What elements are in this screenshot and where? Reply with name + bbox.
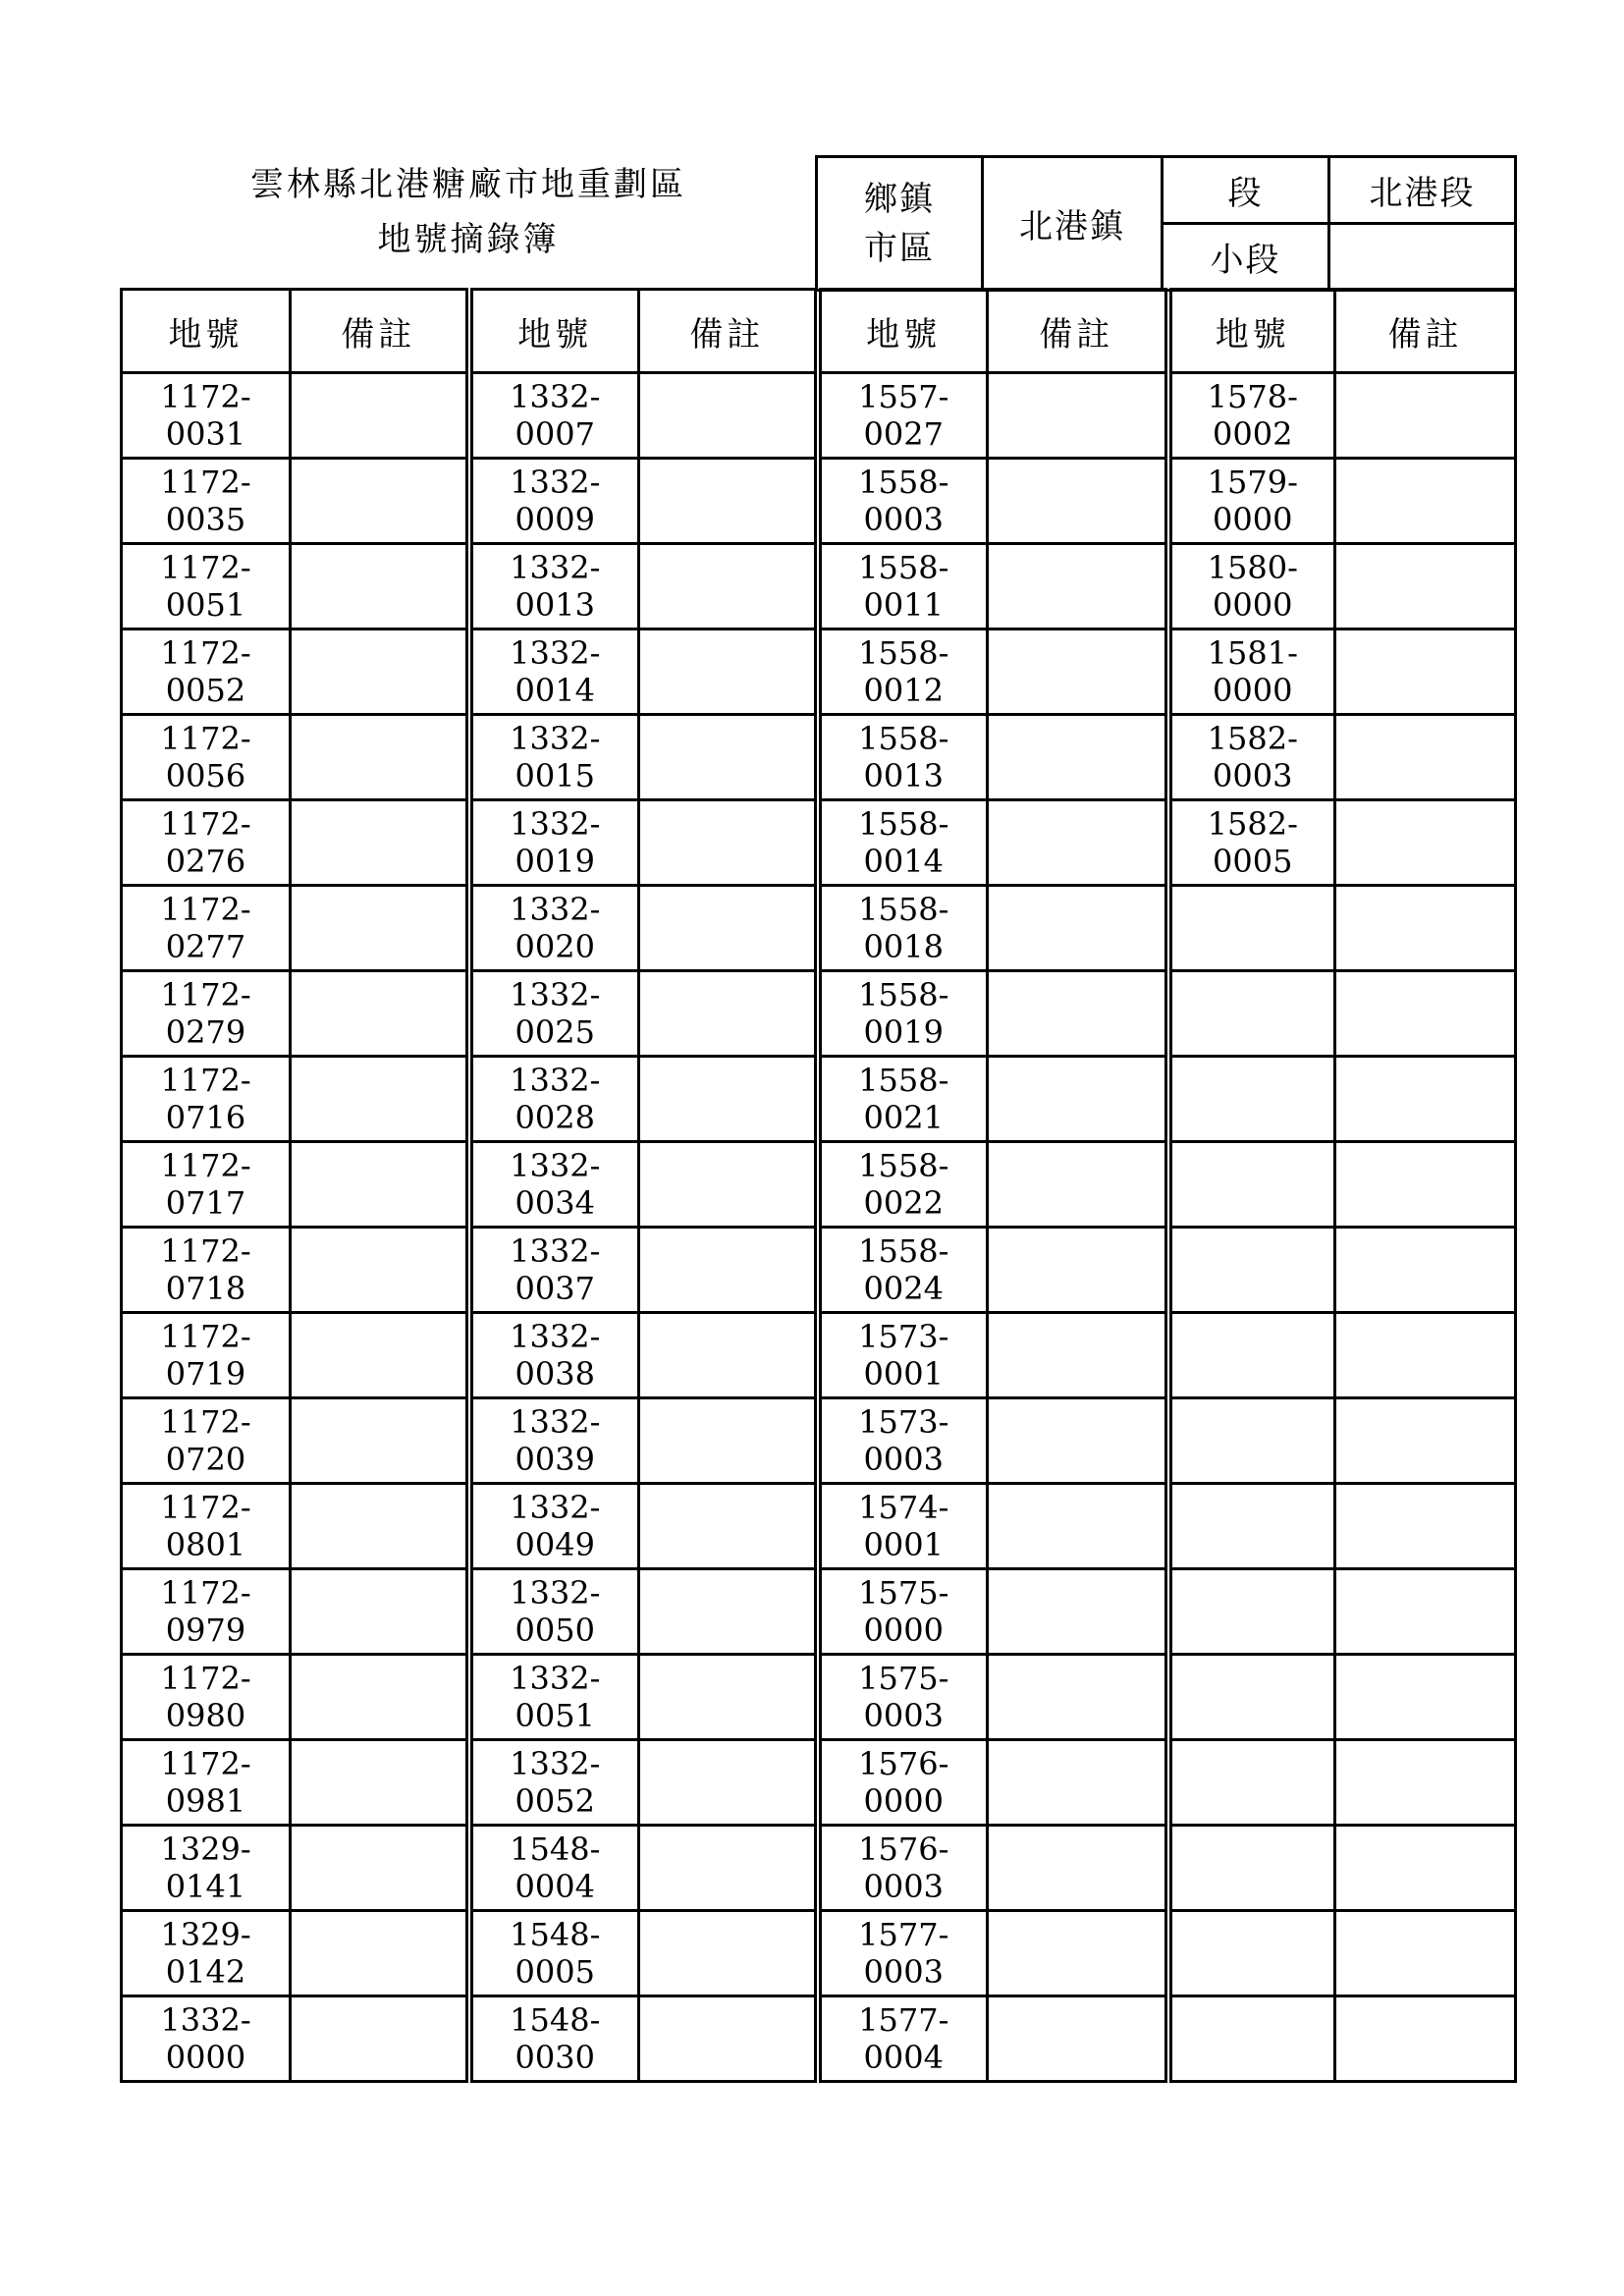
note-cell: [988, 971, 1168, 1057]
lot-number-cell: 1332-0037: [469, 1228, 639, 1313]
note-cell: [291, 1142, 469, 1228]
lot-number-cell: 1172-0031: [122, 373, 291, 459]
note-cell: [291, 1740, 469, 1826]
lot-number-cell: 1172-0981: [122, 1740, 291, 1826]
note-cell: [639, 373, 818, 459]
note-cell: [1335, 1740, 1516, 1826]
note-cell: [1335, 1313, 1516, 1398]
lot-number-cell: 1582-0003: [1168, 715, 1335, 800]
lot-number-cell: 1172-0052: [122, 629, 291, 715]
note-cell: [988, 1655, 1168, 1740]
note-cell: [291, 971, 469, 1057]
lot-number-cell: 1332-0049: [469, 1484, 639, 1569]
note-cell: [1335, 629, 1516, 715]
table-row: [122, 800, 1516, 886]
title-line-1: 雲林縣北港糖廠市地重劃區: [250, 165, 686, 204]
table-row: [122, 1569, 1516, 1655]
header-info-table: [815, 155, 1517, 292]
note-cell: [1335, 1569, 1516, 1655]
table-row: [122, 1740, 1516, 1826]
note-cell: [1335, 800, 1516, 886]
note-cell: [291, 715, 469, 800]
note-cell: [291, 544, 469, 629]
table-row: [122, 886, 1516, 971]
note-header: 備註: [988, 290, 1168, 373]
note-cell: [1335, 715, 1516, 800]
lot-number-cell: 1332-0039: [469, 1398, 639, 1484]
lot-number-cell: 1329-0141: [122, 1826, 291, 1911]
table-row: [122, 971, 1516, 1057]
lot-number-cell: 1575-0003: [818, 1655, 988, 1740]
lot-number-header: 地號: [122, 290, 291, 373]
note-cell: [1335, 971, 1516, 1057]
lot-number-cell: 1172-0277: [122, 886, 291, 971]
table-row: [122, 1655, 1516, 1740]
note-cell: [639, 629, 818, 715]
lot-number-rows: [122, 373, 1516, 2082]
table-row: [122, 1398, 1516, 1484]
lot-number-cell: 1577-0003: [818, 1911, 988, 1996]
lot-number-cell: 1548-0030: [469, 1996, 639, 2082]
note-cell: [1335, 373, 1516, 459]
note-cell: [988, 1313, 1168, 1398]
lot-number-cell: 1576-0003: [818, 1826, 988, 1911]
section-value: 北港段: [1329, 157, 1516, 224]
lot-number-cell: 1172-0051: [122, 544, 291, 629]
lot-number-cell: 1172-0056: [122, 715, 291, 800]
lot-number-cell: [1168, 971, 1335, 1057]
table-row: [122, 1142, 1516, 1228]
table-row: [122, 715, 1516, 800]
title-line-2: 地號摘錄簿: [377, 220, 560, 259]
note-cell: [291, 1057, 469, 1142]
table-row: [122, 1228, 1516, 1313]
lot-number-cell: 1332-0034: [469, 1142, 639, 1228]
note-cell: [639, 459, 818, 544]
lot-number-cell: [1168, 1826, 1335, 1911]
note-cell: [1335, 1484, 1516, 1569]
lot-number-cell: [1168, 1484, 1335, 1569]
lot-number-cell: 1548-0005: [469, 1911, 639, 1996]
lot-number-cell: [1168, 886, 1335, 971]
lot-number-cell: 1580-0000: [1168, 544, 1335, 629]
note-cell: [291, 373, 469, 459]
note-cell: [639, 1313, 818, 1398]
note-cell: [1335, 1142, 1516, 1228]
note-cell: [988, 373, 1168, 459]
lot-number-cell: 1573-0003: [818, 1398, 988, 1484]
table-row: [122, 1911, 1516, 1996]
note-cell: [639, 715, 818, 800]
table-row: [122, 1313, 1516, 1398]
lot-number-cell: 1558-0024: [818, 1228, 988, 1313]
township-value: 北港鎮: [983, 157, 1163, 291]
table-row: [122, 1826, 1516, 1911]
lot-number-cell: 1575-0000: [818, 1569, 988, 1655]
note-cell: [639, 971, 818, 1057]
column-header-row: [122, 290, 1516, 373]
note-cell: [291, 629, 469, 715]
lot-number-cell: 1558-0018: [818, 886, 988, 971]
note-cell: [988, 1826, 1168, 1911]
note-cell: [1335, 1911, 1516, 1996]
lot-number-cell: [1168, 1655, 1335, 1740]
note-cell: [291, 886, 469, 971]
note-cell: [988, 1484, 1168, 1569]
lot-number-cell: 1172-0718: [122, 1228, 291, 1313]
note-cell: [1335, 886, 1516, 971]
lot-number-cell: 1172-0716: [122, 1057, 291, 1142]
lot-number-cell: 1172-0719: [122, 1313, 291, 1398]
note-cell: [291, 1569, 469, 1655]
lot-number-cell: 1332-0019: [469, 800, 639, 886]
note-cell: [639, 1826, 818, 1911]
note-cell: [988, 629, 1168, 715]
lot-number-cell: 1332-0051: [469, 1655, 639, 1740]
note-cell: [988, 1996, 1168, 2082]
lot-number-cell: 1582-0005: [1168, 800, 1335, 886]
township-label: 鄉鎮 市區: [817, 157, 983, 291]
note-cell: [988, 544, 1168, 629]
note-cell: [291, 1398, 469, 1484]
note-cell: [639, 1655, 818, 1740]
note-cell: [988, 800, 1168, 886]
lot-number-cell: 1558-0013: [818, 715, 988, 800]
lot-number-cell: 1578-0002: [1168, 373, 1335, 459]
lot-number-cell: 1558-0003: [818, 459, 988, 544]
lot-number-cell: 1172-0979: [122, 1569, 291, 1655]
note-cell: [639, 886, 818, 971]
lot-number-cell: 1332-0052: [469, 1740, 639, 1826]
table-row: [122, 1996, 1516, 2082]
note-cell: [988, 1740, 1168, 1826]
lot-number-cell: [1168, 1911, 1335, 1996]
table-row: [122, 1057, 1516, 1142]
lot-number-cell: 1574-0001: [818, 1484, 988, 1569]
lot-number-cell: [1168, 1228, 1335, 1313]
lot-number-header: 地號: [818, 290, 988, 373]
lot-number-cell: 1579-0000: [1168, 459, 1335, 544]
note-header: 備註: [1335, 290, 1516, 373]
note-cell: [1335, 1655, 1516, 1740]
lot-number-cell: 1332-0000: [122, 1996, 291, 2082]
note-cell: [988, 1569, 1168, 1655]
lot-number-cell: 1172-0717: [122, 1142, 291, 1228]
note-cell: [1335, 459, 1516, 544]
note-cell: [1335, 1228, 1516, 1313]
note-cell: [291, 1826, 469, 1911]
lot-number-cell: 1172-0980: [122, 1655, 291, 1740]
note-cell: [988, 1398, 1168, 1484]
lot-number-cell: 1172-0279: [122, 971, 291, 1057]
note-cell: [639, 1569, 818, 1655]
table-row: [122, 629, 1516, 715]
note-cell: [291, 1484, 469, 1569]
lot-number-cell: 1332-0007: [469, 373, 639, 459]
note-cell: [988, 1911, 1168, 1996]
note-cell: [639, 1996, 818, 2082]
note-cell: [291, 1996, 469, 2082]
lot-number-cell: 1558-0011: [818, 544, 988, 629]
note-cell: [988, 715, 1168, 800]
subsection-label: 小段: [1163, 224, 1329, 291]
note-header: 備註: [639, 290, 818, 373]
note-cell: [988, 459, 1168, 544]
lot-number-cell: [1168, 1398, 1335, 1484]
lot-number-cell: [1168, 1740, 1335, 1826]
lot-number-cell: 1332-0009: [469, 459, 639, 544]
lot-number-cell: 1172-0720: [122, 1398, 291, 1484]
note-cell: [639, 1228, 818, 1313]
note-cell: [1335, 1826, 1516, 1911]
note-cell: [1335, 1398, 1516, 1484]
lot-number-cell: 1332-0038: [469, 1313, 639, 1398]
lot-number-cell: 1577-0004: [818, 1996, 988, 2082]
table-row: [122, 1484, 1516, 1569]
lot-number-cell: 1581-0000: [1168, 629, 1335, 715]
note-header: 備註: [291, 290, 469, 373]
note-cell: [988, 1142, 1168, 1228]
lot-number-cell: [1168, 1057, 1335, 1142]
note-cell: [639, 800, 818, 886]
note-cell: [639, 1911, 818, 1996]
lot-number-cell: 1558-0022: [818, 1142, 988, 1228]
lot-number-header: 地號: [1168, 290, 1335, 373]
section-label: 段: [1163, 157, 1329, 224]
lot-number-cell: 1172-0801: [122, 1484, 291, 1569]
lot-number-cell: [1168, 1313, 1335, 1398]
note-cell: [291, 1313, 469, 1398]
note-cell: [291, 800, 469, 886]
subsection-value: [1329, 224, 1516, 291]
note-cell: [291, 1911, 469, 1996]
lot-number-cell: 1558-0014: [818, 800, 988, 886]
lot-number-cell: [1168, 1996, 1335, 2082]
note-cell: [639, 1484, 818, 1569]
note-cell: [1335, 544, 1516, 629]
lot-number-cell: 1558-0019: [818, 971, 988, 1057]
table-row: [122, 373, 1516, 459]
note-cell: [1335, 1057, 1516, 1142]
lot-number-cell: 1558-0021: [818, 1057, 988, 1142]
lot-number-cell: 1332-0025: [469, 971, 639, 1057]
lot-number-cell: 1332-0020: [469, 886, 639, 971]
lot-number-cell: 1332-0015: [469, 715, 639, 800]
lot-number-cell: 1332-0013: [469, 544, 639, 629]
lot-number-cell: 1172-0276: [122, 800, 291, 886]
note-cell: [639, 1398, 818, 1484]
lot-number-cell: 1332-0028: [469, 1057, 639, 1142]
lot-number-table: [120, 288, 1517, 2083]
lot-number-cell: 1332-0014: [469, 629, 639, 715]
note-cell: [988, 1228, 1168, 1313]
lot-number-cell: 1172-0035: [122, 459, 291, 544]
lot-number-cell: 1573-0001: [818, 1313, 988, 1398]
lot-number-cell: 1332-0050: [469, 1569, 639, 1655]
lot-number-cell: 1548-0004: [469, 1826, 639, 1911]
lot-number-header: 地號: [469, 290, 639, 373]
lot-number-cell: 1576-0000: [818, 1740, 988, 1826]
document-title: [120, 157, 817, 289]
note-cell: [291, 1228, 469, 1313]
note-cell: [291, 459, 469, 544]
table-row: [122, 459, 1516, 544]
note-cell: [988, 1057, 1168, 1142]
note-cell: [1335, 1996, 1516, 2082]
lot-number-cell: 1558-0012: [818, 629, 988, 715]
lot-number-cell: 1557-0027: [818, 373, 988, 459]
lot-number-cell: 1329-0142: [122, 1911, 291, 1996]
note-cell: [639, 1057, 818, 1142]
note-cell: [639, 1142, 818, 1228]
note-cell: [639, 1740, 818, 1826]
note-cell: [291, 1655, 469, 1740]
table-row: [122, 544, 1516, 629]
lot-number-cell: [1168, 1569, 1335, 1655]
note-cell: [639, 544, 818, 629]
lot-number-cell: [1168, 1142, 1335, 1228]
note-cell: [988, 886, 1168, 971]
